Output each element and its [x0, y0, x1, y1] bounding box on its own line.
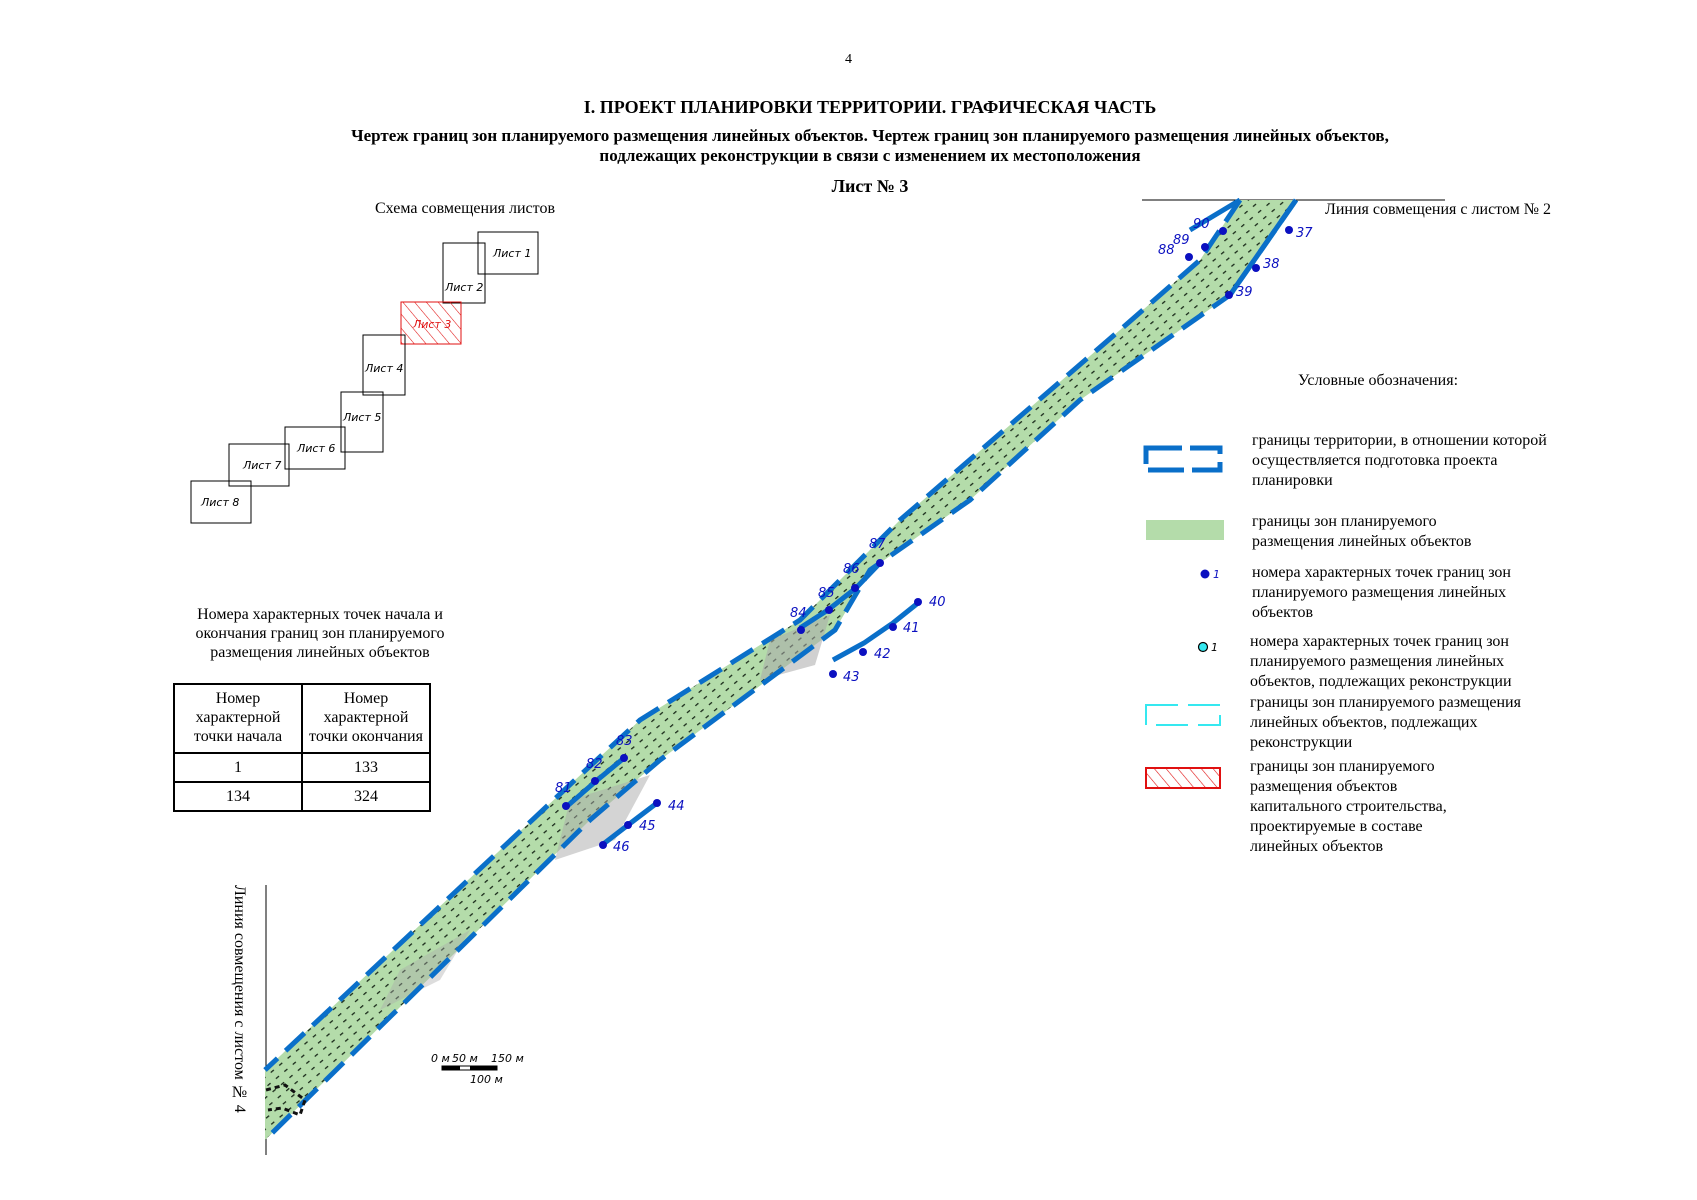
scheme-label-8: Лист 8 [201, 496, 240, 509]
page-number: 4 [845, 52, 852, 67]
points-table [173, 683, 431, 812]
point-39 [1225, 291, 1233, 299]
point-38 [1252, 264, 1260, 272]
join-line-label-right: Линия совмещения с листом № 2 [1325, 201, 1552, 218]
point-85 [825, 606, 833, 614]
point-86 [851, 584, 859, 592]
legend-item-points: номера характерных точек границ зон планируемого размещения линейных объектов [1252, 564, 1511, 621]
svg-text:46: 46 [613, 840, 630, 855]
svg-text:84: 84 [790, 606, 807, 621]
legend-symbols [1140, 430, 1250, 800]
scale-label-0: 0 м [431, 1052, 450, 1065]
point-89 [1201, 243, 1209, 251]
scale-label-150: 150 м [491, 1052, 524, 1065]
legend-reconstr-point-number: 1 [1211, 641, 1218, 654]
point-87 [876, 559, 884, 567]
point-46 [599, 841, 607, 849]
scale-label-100: 100 м [470, 1073, 503, 1086]
page-subtitle: Чертеж границ зон планируемого размещения линейных объектов. Чертеж границ зон планируемого размещения линейных объектов, подлежащих реконструкции в связи с изменением их местоположения [351, 126, 1389, 165]
point-81 [562, 802, 570, 810]
point-82 [591, 777, 599, 785]
scheme-label-7: Лист 7 [243, 459, 282, 472]
legend-item-reconstr-zone: границы зон планируемого размещения линейных объектов, подлежащих реконструкции [1250, 694, 1521, 751]
scale-label-50: 50 м [452, 1052, 478, 1065]
svg-text:82: 82 [586, 757, 603, 772]
legend-symbol-zone [1146, 520, 1224, 540]
scheme-sheet-2 [443, 243, 485, 303]
svg-text:42: 42 [874, 647, 891, 662]
sheet-number: Лист № 3 [831, 176, 909, 196]
table-cell: 1 [174, 753, 302, 782]
legend-item-territory: границы территории, в отношении которой осуществляется подготовка проекта планировки [1252, 432, 1547, 489]
scheme-label-4: Лист 4 [365, 362, 404, 375]
svg-text:43: 43 [843, 670, 860, 685]
table-header-start: Номер характерной точки начала [174, 684, 302, 753]
page-title: I. ПРОЕКТ ПЛАНИРОВКИ ТЕРРИТОРИИ. ГРАФИЧЕСКАЯ ЧАСТЬ [583, 97, 1157, 117]
scale-bar [442, 1066, 497, 1070]
svg-text:37: 37 [1296, 226, 1313, 241]
legend-item-zone: границы зон планируемого размещения линейных объектов [1252, 513, 1472, 550]
svg-text:44: 44 [668, 799, 685, 814]
legend-symbol-reconstr-zone [1146, 705, 1220, 725]
scheme-title: Схема совмещения листов [375, 200, 555, 217]
point-44 [653, 799, 661, 807]
point-88 [1185, 253, 1193, 261]
svg-text:83: 83 [616, 734, 633, 749]
legend-symbol-capital [1146, 768, 1220, 788]
scheme-label-5: Лист 5 [343, 411, 382, 424]
table-header-end: Номер характерной точки окончания [302, 684, 430, 753]
point-43 [829, 670, 837, 678]
legend-item-capital: границы зон планируемого размещения объектов капитального строительства, проектируемые в составе линейных объектов [1250, 758, 1447, 855]
svg-text:89: 89 [1173, 233, 1190, 248]
point-37 [1285, 226, 1293, 234]
point-45 [624, 821, 632, 829]
legend-item-reconstr-points: номера характерных точек границ зон планируемого размещения линейных объектов, подлежащих реконструкции [1250, 633, 1512, 690]
scheme-label-1: Лист 1 [493, 247, 532, 260]
table-caption: Номера характерных точек начала и окончания границ зон планируемого размещения линейных объектов [195, 606, 445, 661]
point-83 [620, 754, 628, 762]
legend-point-number: 1 [1213, 568, 1220, 581]
svg-text:39: 39 [1236, 285, 1253, 300]
legend-symbol-reconstr-point [1199, 643, 1208, 652]
point-90 [1219, 227, 1227, 235]
svg-text:87: 87 [869, 537, 886, 552]
point-41 [889, 623, 897, 631]
scheme-label-2: Лист 2 [445, 281, 484, 294]
svg-text:40: 40 [929, 595, 946, 610]
scheme-label-3: Лист 3 [413, 318, 452, 331]
svg-text:88: 88 [1158, 243, 1175, 258]
table-cell: 133 [302, 753, 430, 782]
svg-text:86: 86 [843, 562, 860, 577]
table-cell: 324 [302, 782, 430, 811]
point-42 [859, 648, 867, 656]
scheme-label-6: Лист 6 [297, 442, 336, 455]
table-cell: 134 [174, 782, 302, 811]
point-40 [914, 598, 922, 606]
sheet-scheme [185, 225, 555, 530]
point-84 [797, 626, 805, 634]
join-line-label-left: Линия совмещения с листом № 4 [231, 885, 248, 1113]
svg-text:85: 85 [818, 586, 835, 601]
svg-text:81: 81 [555, 781, 572, 796]
legend-symbol-territory [1146, 448, 1220, 470]
svg-text:45: 45 [639, 819, 656, 834]
legend-title: Условные обозначения: [1298, 372, 1459, 389]
svg-text:38: 38 [1263, 257, 1280, 272]
legend-symbol-point [1201, 570, 1210, 579]
svg-text:90: 90 [1193, 217, 1210, 232]
svg-text:41: 41 [903, 621, 920, 636]
